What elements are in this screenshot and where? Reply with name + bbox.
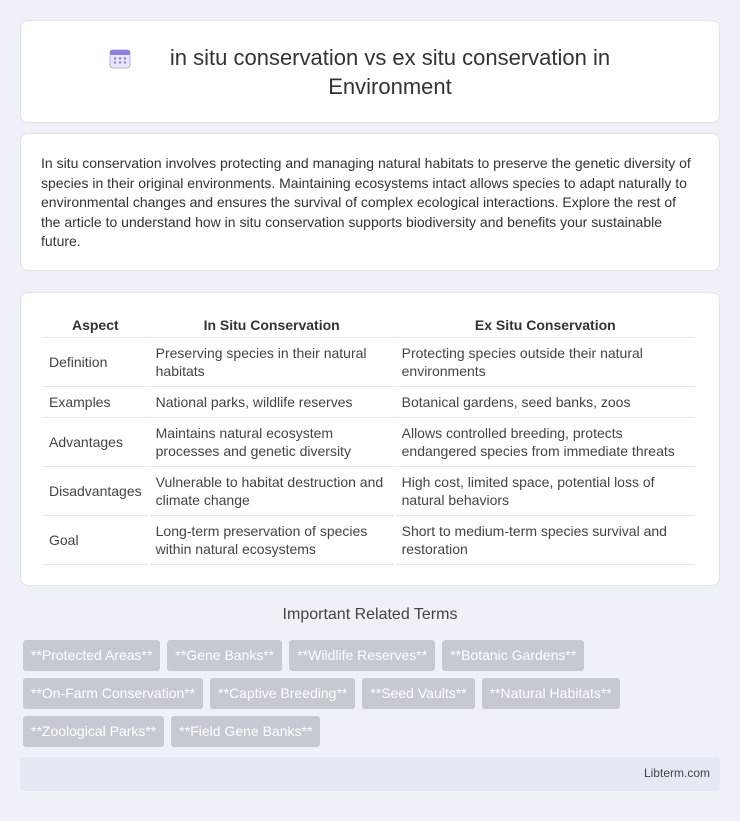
table-cell: Goal [43, 516, 148, 565]
table-cell: Long-term preservation of species within natural ecosystems [150, 516, 394, 565]
term-tag[interactable]: **Natural Habitats** [482, 678, 620, 709]
table-cell: Botanical gardens, seed banks, zoos [396, 387, 695, 418]
table-row [43, 467, 695, 516]
comparison-card [20, 292, 720, 586]
table-cell: Examples [43, 387, 148, 418]
footer-site-link[interactable]: Libterm.com [643, 766, 710, 780]
table-cell: Short to medium-term species survival and restoration [396, 516, 695, 565]
related-terms-heading: Important Related Terms [282, 606, 458, 623]
intro-text: In situ conservation involves protecting and managing natural habitats to preserve the genetic diversity of species in their original environments. Maintaining ecosystems intact allows species to adapt naturally to environmental changes and ensures the survival of complex ecological interactions. Explore the rest of the article to understand how in situ conservation supports biodiversity and benefits your sustainable future. [41, 155, 691, 249]
table-row [43, 387, 695, 418]
page-title: in situ conservation vs ex situ conservation in Environment [169, 44, 611, 99]
table-cell: National parks, wildlife reserves [150, 387, 394, 418]
column-header: Ex Situ Conservation [396, 313, 695, 338]
comparison-table [41, 313, 697, 565]
table-cell: Disadvantages [43, 467, 148, 516]
term-tag[interactable]: **Zoological Parks** [23, 716, 164, 747]
related-terms-list [20, 638, 720, 752]
term-tag[interactable]: **Field Gene Banks** [171, 716, 320, 747]
table-cell: Vulnerable to habitat destruction and climate change [150, 467, 394, 516]
table-cell: Maintains natural ecosystem processes and genetic diversity [150, 418, 394, 467]
term-tag[interactable]: **Seed Vaults** [362, 678, 474, 709]
term-tag[interactable]: **Wildlife Reserves** [289, 640, 435, 671]
term-tag[interactable]: **On-Farm Conservation** [23, 678, 203, 709]
column-header: Aspect [43, 313, 148, 338]
table-header-row [43, 313, 695, 338]
term-tag[interactable]: **Gene Banks** [167, 640, 282, 671]
table-cell: Definition [43, 338, 148, 387]
footer [20, 757, 720, 791]
term-tag[interactable]: **Protected Areas** [23, 640, 160, 671]
table-cell: Allows controlled breeding, protects endangered species from immediate threats [396, 418, 695, 467]
column-header: In Situ Conservation [150, 313, 394, 338]
table-cell: Advantages [43, 418, 148, 467]
table-cell: High cost, limited space, potential loss of natural behaviors [396, 467, 695, 516]
intro-card [20, 133, 720, 271]
table-cell: Protecting species outside their natural environments [396, 338, 695, 387]
table-row [43, 338, 695, 387]
table-row [43, 516, 695, 565]
table-cell: Preserving species in their natural habitats [150, 338, 394, 387]
title-card [20, 20, 720, 123]
term-tag[interactable]: **Botanic Gardens** [442, 640, 584, 671]
table-row [43, 418, 695, 467]
term-tag[interactable]: **Captive Breeding** [210, 678, 355, 709]
